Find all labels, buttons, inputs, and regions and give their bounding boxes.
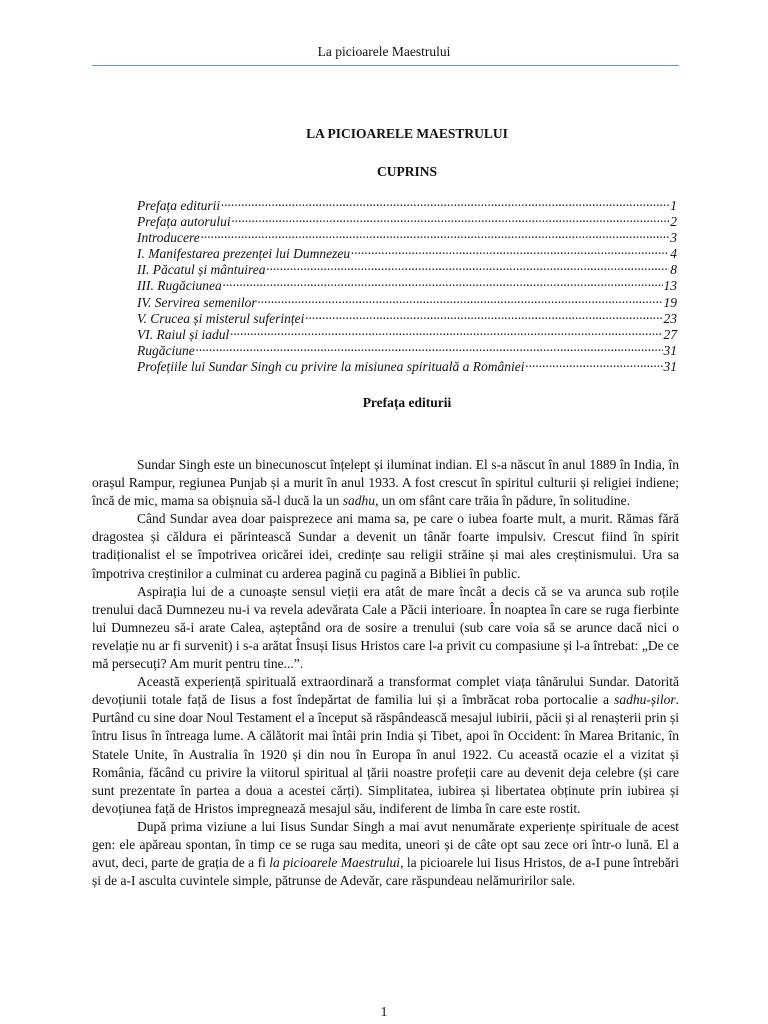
toc-leader-dots: [196, 339, 663, 355]
front-matter: [137, 124, 677, 413]
toc-entry-label: Rugăciune: [137, 342, 195, 358]
toc-entry-page: 13: [663, 278, 677, 294]
toc-entry-label: Profețiile lui Sundar Singh cu privire la misiunea spirituală a României: [137, 358, 525, 374]
paragraph-text: Când Sundar avea doar paisprezece ani mama sa, pe care o iubea foarte mult, a murit. Rămas fără dragostea și căldura ei părintească Sundar a devenit un tânăr foarte impulsiv. Crescut fiind în spirit tradiționalist el se împotrivea oricărei idei, credințe sau religii străine și mai ales creștinismului. Ura sa împotriva creștinilor a culminat cu arderea pagină cu pagină a Bibliei în public.: [92, 511, 679, 581]
emphasis-text: la picioarele Maestrului: [269, 855, 401, 871]
toc-entry[interactable]: [137, 194, 677, 213]
toc-entry-page: 4: [670, 246, 677, 262]
toc-entry-label: I. Manifestarea prezenței lui Dumnezeu: [137, 246, 351, 262]
toc-entry-page: 27: [663, 326, 677, 342]
paragraph-text: Sundar Singh este un binecunoscut înțelept și iluminat indian. El s-a născut în anul 1889 în India, în orașul Rampur, regiunea Punjab și a murit în anul 1933. A fost crescut în spiritul culturii și religiei indiene; încă de mic, mama sa obișnuia să-l ducă la un: [92, 457, 679, 509]
toc-leader-dots: [232, 210, 670, 226]
toc-heading: CUPRINS: [376, 164, 437, 179]
toc-entry-label: Prefața autorului: [137, 214, 231, 230]
toc-entry-page: 8: [670, 262, 677, 278]
paragraph-text: Aspirația lui de a cunoaște sensul vieții era atât de mare încât a decis că se va arunca sub roțile trenului dacă Dumnezeu nu-i va revela adevărata Cale a Păcii interioare. În noaptea în care se ruga fierbinte lui Dumnezeu să-i arate Calea, așteptând ora de sosire a trenului (sub care voia să se arunce dacă nici o revelație nu ar fi survenit) i s-a arătat Însuși Iisus Hristos care l-a privit cu compasiune și l-a întrebat: „De ce mă persecuți? Am murit pentru tine...”.: [92, 583, 679, 672]
toc-leader-dots: [221, 194, 669, 210]
toc-leader-dots: [201, 226, 670, 242]
toc-entry[interactable]: [137, 339, 677, 358]
toc-entry-page: 19: [663, 294, 677, 310]
paragraph-text: Această experiență spirituală extraordinară a transformat complet viața tânărului Sundar. Datorită devoțiunii totale față de Iisus a fost îndepărtat de familia lui și a îmbrăcat roba portocalie a: [92, 674, 679, 708]
paragraph-text: , un om sfânt care trăia în pădure, în solitudine.: [375, 493, 630, 509]
toc-entry-page: 3: [670, 230, 677, 246]
page-number: 1: [380, 1004, 388, 1019]
toc-entry-page: 23: [663, 310, 677, 326]
paragraph-text: . Purtând cu sine doar Noul Testament el a început să răspândească mesajul iubirii, păcii și al renașterii prin și întru Iisus în întreaga lume. A călătorit mai întâi prin India și Tibet, apoi în Occident: în Marea Britanic, în Statele Unite, în Australia în 1920 și din nou în Europa în anul 1922. Cu această ocazie el a vizitat și România, făcând cu privire la viitorul spiritual al țării noastre profeții care au devenit deja celebre (și care sunt prezentate în partea a doua a acestei cărți). Simplitatea, iubirea și libertatea obținute prin iubirea și devoțiunea față de Hristos impregnează mesajul său, indiferent de limba în care este rostit.: [92, 692, 679, 816]
toc-entry-page: 31: [663, 358, 677, 374]
paragraph-text: După prima viziune a lui Iisus Sundar Singh a mai avut nenumărate experiențe spirituale de acest gen: ele apăreau spontan, în timp ce se ruga sau medita, uneori și de câte opt sau zece ori într-o lună. El a avut, deci, parte de grația de a fi: [92, 818, 679, 871]
emphasis-text: sadhu: [342, 493, 376, 509]
running-header: La picioarele Maestrului: [317, 44, 451, 59]
book-title: LA PICIOARELE MAESTRULUI: [306, 126, 508, 141]
toc-leader-dots: [223, 274, 663, 290]
toc-leader-dots: [305, 307, 662, 323]
paragraph: [92, 510, 679, 582]
header-rule: [92, 65, 679, 66]
toc-entry-label: Prefața editurii: [137, 198, 221, 213]
table-of-contents: [137, 194, 677, 374]
paragraph: [92, 673, 679, 818]
toc-entry-label: III. Rugăciunea: [137, 278, 222, 294]
toc-leader-dots: [258, 291, 663, 307]
paragraph: [92, 818, 679, 890]
paragraph: [92, 456, 679, 510]
toc-entry[interactable]: [137, 226, 677, 246]
toc-entry[interactable]: [137, 355, 677, 374]
section-body: [92, 456, 679, 890]
toc-leader-dots: [266, 258, 669, 274]
section-title: Prefața editurii: [362, 395, 452, 411]
toc-entry[interactable]: [137, 242, 677, 262]
toc-entry-page: 2: [670, 214, 677, 230]
toc-leader-dots: [525, 355, 662, 371]
toc-entry-page: 31: [663, 342, 677, 358]
toc-leader-dots: [230, 323, 662, 339]
toc-entry-label: Introducere: [137, 230, 200, 246]
toc-entry-page: 1: [670, 198, 677, 213]
toc-entry-label: II. Păcatul și mântuirea: [137, 262, 266, 278]
toc-entry-label: V. Crucea și misterul suferinței: [137, 310, 305, 326]
toc-entry-label: VI. Raiul și iadul: [137, 326, 230, 342]
paragraph: [92, 583, 679, 673]
toc-entry-label: IV. Servirea semenilor: [137, 294, 257, 310]
toc-leader-dots: [351, 242, 669, 258]
paragraph-text: , la picioarele lui Iisus Hristos, de a-I pune întrebări și de a-I asculta cuvintele simple, pătrunse de Adevăr, care răspundeau nelămuririlor sale.: [92, 855, 679, 889]
emphasis-text: sadhu-șilor: [614, 692, 676, 708]
